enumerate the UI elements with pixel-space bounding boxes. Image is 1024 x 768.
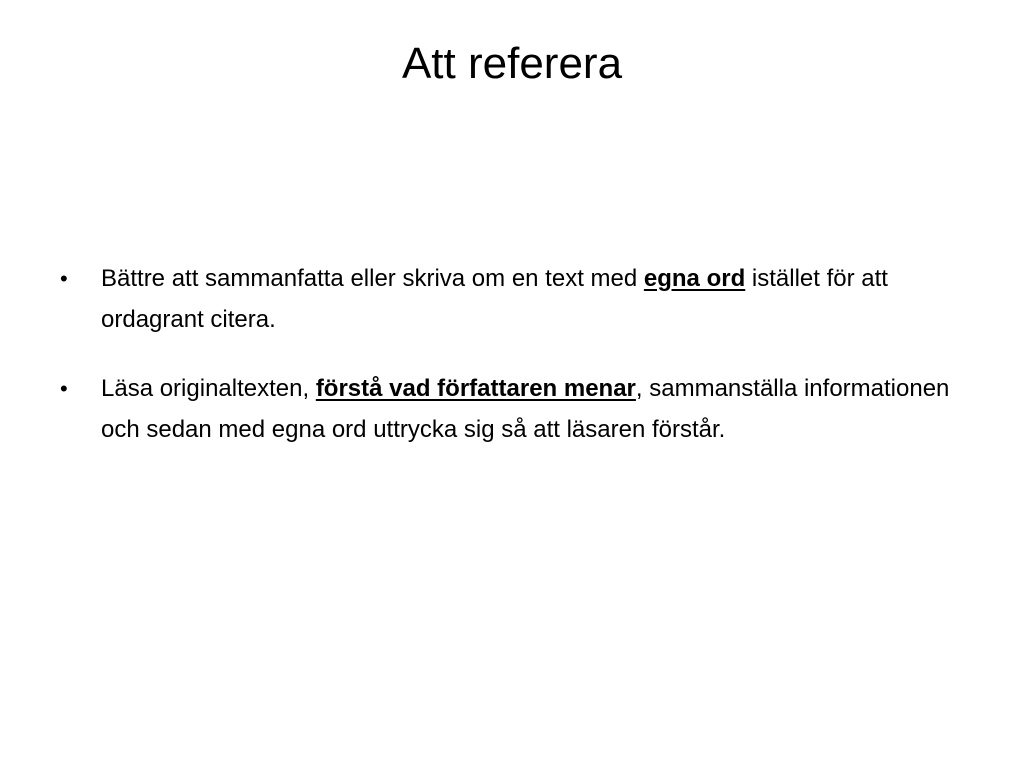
bullet-text: , sammanställa informationen och sedan med egna ord uttrycka sig så att läsaren förstår.	[101, 375, 950, 443]
bullet-icon: •	[60, 266, 68, 291]
bullet-item	[56, 368, 956, 450]
bullet-list	[56, 258, 956, 478]
bullet-text: istället för att ordagrant citera.	[101, 265, 888, 333]
slide-title: Att referera	[401, 39, 623, 88]
bullet-icon: •	[60, 376, 68, 401]
bullet-item	[56, 258, 956, 340]
bullet-emphasis: förstå vad författaren menar	[315, 375, 636, 402]
bullet-text: Läsa originaltexten,	[101, 375, 316, 402]
bullet-emphasis: egna ord	[643, 265, 746, 292]
bullet-text: Bättre att sammanfatta eller skriva om en text med	[101, 265, 644, 292]
